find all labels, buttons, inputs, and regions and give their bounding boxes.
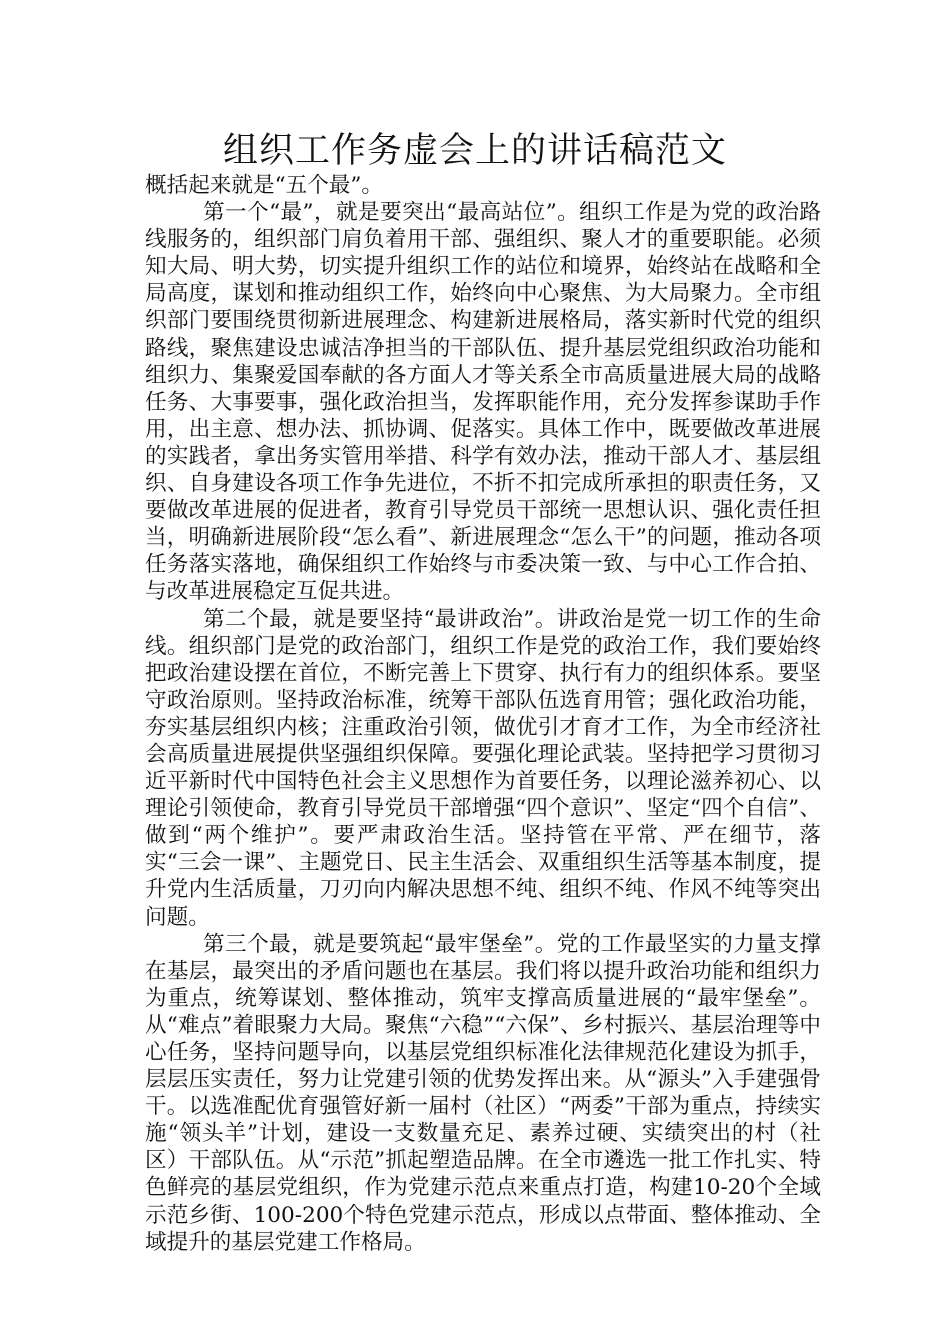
document-body bbox=[145, 172, 821, 1256]
document-title: 组织工作务虚会上的讲话稿范文 bbox=[222, 131, 727, 171]
paragraph-third-point: 第三个最，就是要筑起“最牢堡垒”。党的工作最坚实的力量支撑在基层，最突出的矛盾问题也在基层。我们将以提升政治功能和组织力为重点，统筹谋划、整体推动，筑牢支撑高质量进展的“最牢堡垒”。从“难点”着眼聚力大局。聚焦“六稳”“六保”、乡村振兴、基层治理等中心任务，坚持问题导向，以基层党组织标准化法律规范化建设为抓手，层层压实责任，努力让党建引领的优势发挥出来。从“源头”入手建强骨干。以选准配优育强管好新一届村（社区）“两委”干部为重点，持续实施“领头羊”计划，建设一支数量充足、素养过硬、实绩突出的村（社区）干部队伍。从“示范”抓起塑造品牌。在全市遴选一批工作扎实、特色鲜亮的基层党组织，作为党建示范点来重点打造，构建10-20个全域示范乡街、100-200个特色党建示范点，形成以点带面、整体推动、全域提升的基层党建工作格局。 bbox=[145, 931, 821, 1255]
paragraph-first-point: 第一个“最”，就是要突出“最高站位”。组织工作是为党的政治路线服务的，组织部门肩负着用干部、强组织、聚人才的重要职能。必须知大局、明大势，切实提升组织工作的站位和境界，始终站在战略和全局高度，谋划和推动组织工作，始终向中心聚焦、为大局聚力。全市组织部门要围绕贯彻新进展理念、构建新进展格局，落实新时代党的组织路线，聚焦建设忠诚洁净担当的干部队伍、提升基层党组织政治功能和组织力、集聚爱国奉献的各方面人才等关系全市高质量进展大局的战略任务、大事要事，强化政治担当，发挥职能作用，充分发挥参谋助手作用，出主意、想办法、抓协调、促落实。具体工作中，既要做改革进展的实践者，拿出务实管用举措、科学有效办法，推动干部人才、基层组织、自身建设各项工作争先进位，不折不扣完成所承担的职责任务，又要做改革进展的促进者，教育引导党员干部统一思想认识、强化责任担当，明确新进展阶段“怎么看”、新进展理念“怎么干”的问题，推动各项任务落实落地，确保组织工作始终与市委决策一致、与中心工作合拍、与改革进展稳定互促共进。 bbox=[145, 200, 821, 605]
paragraph-second-point: 第二个最，就是要坚持“最讲政治”。讲政治是党一切工作的生命线。组织部门是党的政治部门，组织工作是党的政治工作，我们要始终把政治建设摆在首位，不断完善上下贯穿、执行有力的组织体系。要坚守政治原则。坚持政治标准，统筹干部队伍选育用管；强化政治功能，夯实基层组织内核；注重政治引领，做优引才育才工作，为全市经济社会高质量进展提供坚强组织保障。要强化理论武装。坚持把学习贯彻习近平新时代中国特色社会主义思想作为首要任务，以理论滋养初心、以理论引领使命，教育引导党员干部增强“四个意识”、坚定“四个自信”、做到“两个维护”。要严肃政治生活。坚持管在平常、严在细节，落实“三会一课”、主题党日、民主生活会、双重组织生活等基本制度，提升党内生活质量，刀刃向内解决思想不纯、组织不纯、作风不纯等突出问题。 bbox=[145, 606, 821, 930]
paragraph-intro: 概括起来就是“五个最”。 bbox=[145, 173, 384, 198]
